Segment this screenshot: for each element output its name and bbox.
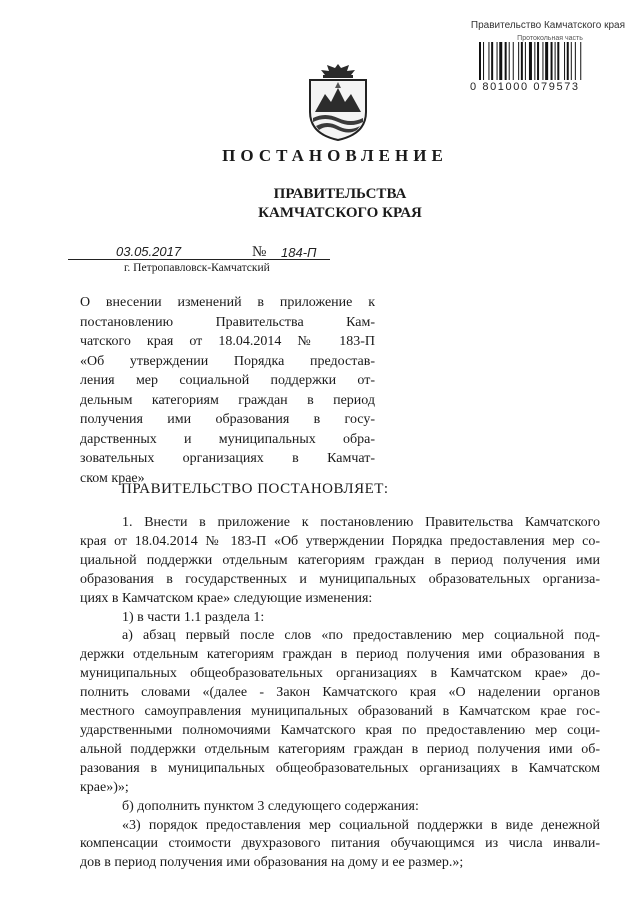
barcode-bar [551,42,553,80]
barcode-bar [537,42,539,80]
preamble-line: получения ими образования в госу- [80,412,375,427]
barcode-bar [518,42,519,80]
body-line: дов в период получения ими образования на дому и ее размер.»; [80,855,464,871]
barcode-bar [525,42,526,80]
barcode-bar [488,42,489,80]
body-line: ударственными полномочиями Камчатского края по предоставлению мер соци- [80,722,600,738]
barcode-bar [499,42,502,80]
barcode-bar [571,42,572,80]
barcode-number: 0 801000 079573 [470,81,580,93]
body-line: «3) порядок предоставления мер социальной поддержки в виде денежной [122,817,600,833]
body-line: б) дополнить пунктом 3 следующего содержания: [122,798,419,814]
barcode-bar [491,42,493,80]
preamble-line: чатского края от 18.04.2014 № 183-П [80,334,375,349]
barcode [478,42,620,80]
body-line: муниципальных общеобразовательных организациях в Камчатском крае» до- [80,666,600,682]
barcode-bar [580,42,581,80]
registration-city: г. Петропавловск-Камчатский [124,262,270,274]
body-line: края от 18.04.2014 № 183-П «Об утверждении Порядка предоставления мер со- [80,533,600,549]
barcode-bar [542,42,543,80]
body-line: 1. Внести в приложение к постановлению Правительства Камчатского [122,515,600,530]
barcode-bar [575,42,576,80]
barcode-bar [483,42,484,80]
org-stamp: Правительство Камчатского края [470,20,625,31]
issuer-line-1: ПРАВИТЕЛЬСТВА [273,186,407,202]
body-line: крае»)»; [80,779,129,795]
preamble-line: дарственных и муниципальных обра- [80,431,375,447]
body-line: циях в Камчатском крае» следующие изменения: [80,590,373,606]
body-line: держки отдельным категориям граждан в период получения ими образования в [80,647,600,663]
barcode-bar [497,42,498,80]
body-line: компенсации стоимости двухразового питания обучающимся из числа инвали- [80,836,600,852]
barcode-bar [545,42,548,80]
document-title: ПОСТАНОВЛЕНИЕ [222,146,448,165]
registration-date: 03.05.2017 [116,244,182,259]
preamble-line: дельным категориям граждан в период [80,392,375,408]
barcode-bar [564,42,565,80]
preamble-line: ском крае» [80,470,145,486]
body-line: циальной поддержки отдельным категориям граждан в период получения ими [80,552,600,568]
number-sign: № [252,244,267,260]
stamp-subtext: Протокольная часть [517,35,583,42]
barcode-bar [567,42,569,80]
preamble [80,293,375,488]
body-line: альной поддержки отдельным категориям граждан в период получения ими об- [80,741,600,757]
barcode-bar [521,42,523,80]
preamble-line: О внесении изменений в приложение к [80,295,375,310]
preamble-line: постановлению Правительства Кам- [80,314,375,330]
preamble-line: зовательных организациях в Камчат- [80,451,375,466]
body-line: разования в муниципальных общеобразовательных организациях в Камчатском [80,760,600,776]
decree-heading: ПРАВИТЕЛЬСТВО ПОСТАНОВЛЯЕТ: [121,481,389,497]
barcode-bar [534,42,535,80]
barcode-bar [555,42,556,80]
body-line: а) абзац первый после слов «по предоставлению мер социальной под- [122,628,600,644]
body-line: местного самоуправления муниципальных образований в Камчатском крае гос- [80,704,600,720]
barcode-bar [505,42,507,80]
preamble-line: «Об утверждении Порядка предостав- [80,353,375,369]
barcode-bar [557,42,559,80]
coat-of-arms-icon [305,62,371,142]
registration-number: 184-П [281,245,317,260]
barcode-bar [509,42,510,80]
preamble-line: ления мер социальной поддержки от- [80,373,375,388]
barcode-bar [479,42,481,80]
body-line: полнить словами «(далее - Закон Камчатского края «О наделении органов [80,685,600,701]
barcode-bar [529,42,532,80]
body-line: образования в государственных и муниципальных образовательных организа- [80,571,600,587]
body-text [80,514,600,873]
barcode-bar [513,42,514,80]
issuer-line-2: КАМЧАТСКОГО КРАЯ [258,205,422,221]
body-line: 1) в части 1.1 раздела 1: [122,609,265,625]
